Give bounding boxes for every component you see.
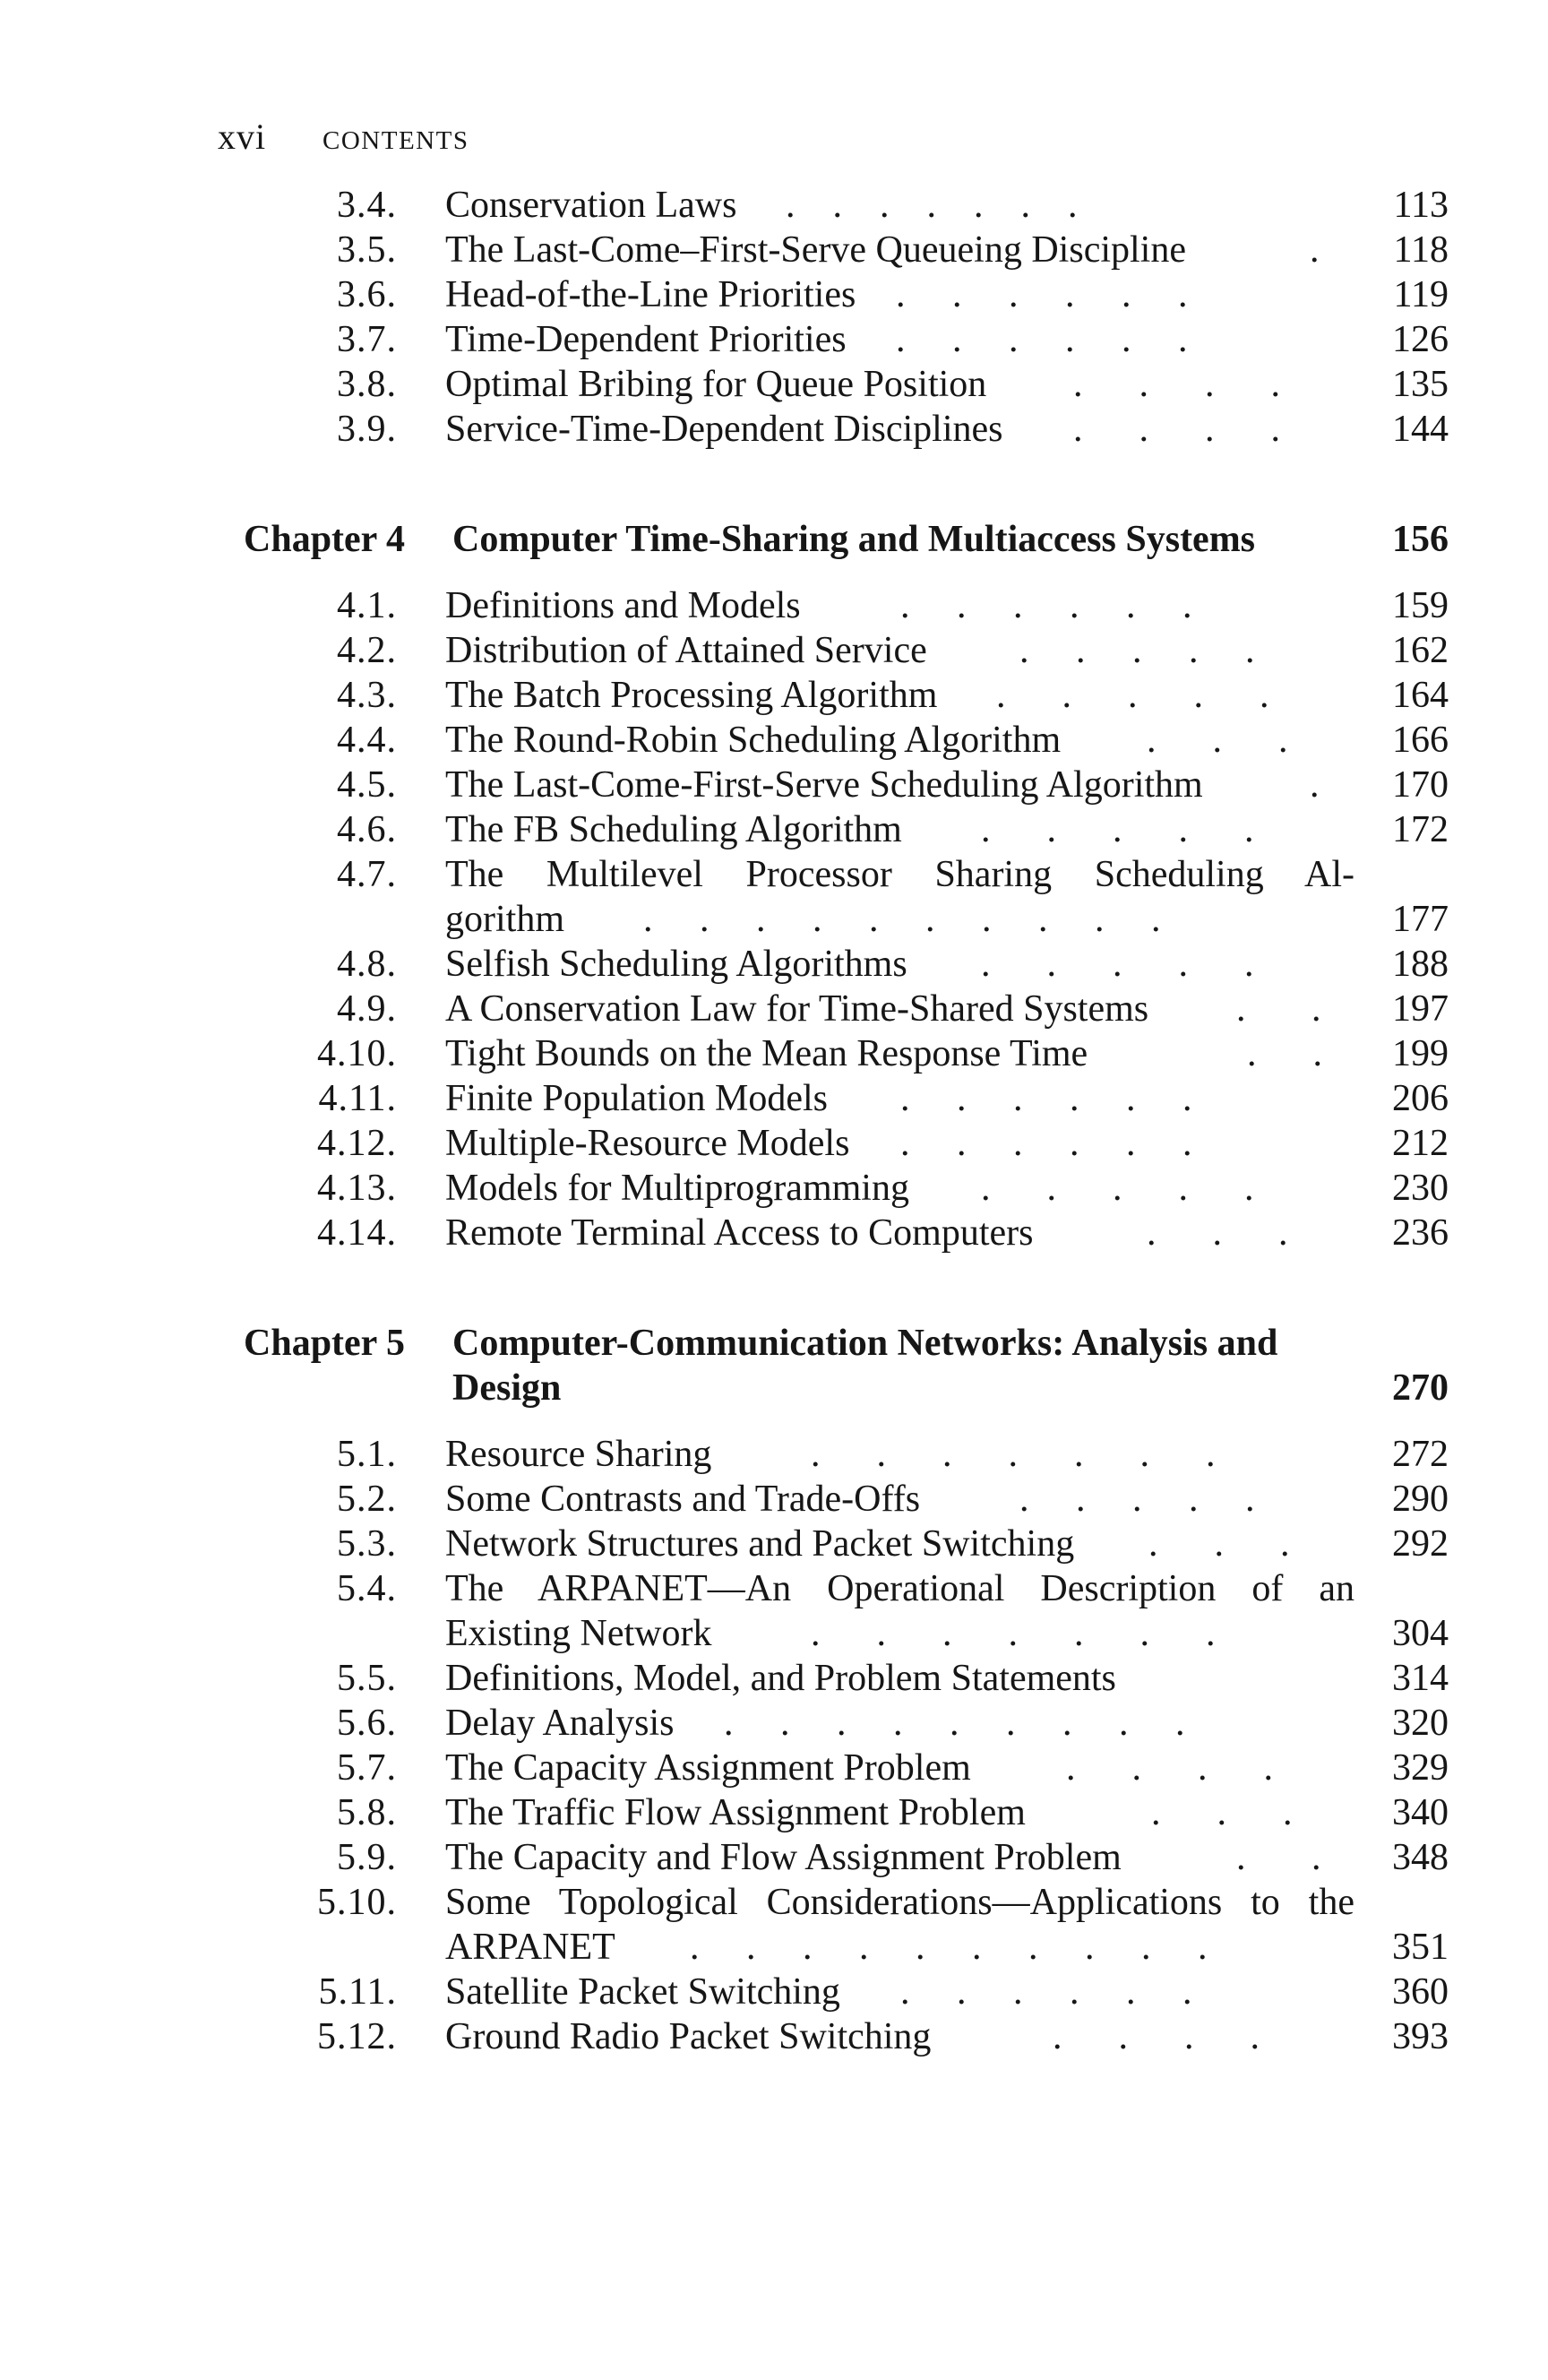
section-title: Ground Radio Packet Switching xyxy=(445,2016,932,2057)
section-title: Delay Analysis xyxy=(445,1703,675,1744)
dot-leader: . . . . . . xyxy=(900,1123,1192,1164)
section-title: The FB Scheduling Algorithm xyxy=(445,809,902,850)
section-number: 3.5. xyxy=(337,229,397,271)
chapter-heading xyxy=(0,517,1548,562)
chapter-title: Computer Time-Sharing and Multiaccess Systems xyxy=(452,519,1256,560)
section-number: 4.8. xyxy=(337,944,397,985)
dot-leader: . . . . . . xyxy=(900,1078,1192,1119)
toc-entry xyxy=(0,628,1548,673)
section-number: 4.4. xyxy=(337,720,397,761)
running-title: CONTENTS xyxy=(322,126,469,155)
toc-entry xyxy=(0,1031,1548,1076)
section-number: 5.9. xyxy=(337,1837,397,1878)
dot-leader: . . . . . . xyxy=(896,274,1188,315)
section-number: 5.8. xyxy=(337,1792,397,1833)
running-head xyxy=(218,115,469,163)
toc-entry xyxy=(0,317,1548,362)
dot-leader: . . . . xyxy=(1073,409,1280,450)
section-title: Finite Population Models xyxy=(445,1078,829,1119)
dot-leader: . . . . . xyxy=(1019,630,1255,671)
toc-entry xyxy=(0,228,1548,272)
dot-leader: . . . . . . . xyxy=(786,185,1078,226)
section-number: 4.11. xyxy=(318,1078,397,1119)
page-number: 304 xyxy=(1392,1613,1449,1654)
chapter-heading xyxy=(0,1321,1548,1410)
toc-entry xyxy=(0,1701,1548,1746)
page-number: 118 xyxy=(1393,229,1449,271)
dot-leader: . . . xyxy=(1148,1523,1290,1565)
section-title-line-2: Existing Network xyxy=(445,1613,712,1654)
section-title-line-1: Some Topological Considerations—Applications to the xyxy=(445,1882,1354,1923)
page-number: 172 xyxy=(1392,809,1449,850)
toc-entry xyxy=(0,1211,1548,1255)
section-title: Satellite Packet Switching xyxy=(445,1971,840,2013)
page-number: 199 xyxy=(1392,1033,1449,1074)
toc-entry xyxy=(0,1432,1548,1477)
section-number: 5.5. xyxy=(337,1658,397,1699)
page-number: 348 xyxy=(1392,1837,1449,1878)
section-title-line-1: The Multilevel Processor Sharing Scheduling Al- xyxy=(445,854,1354,895)
section-number: 3.4. xyxy=(337,185,397,226)
page-number: 113 xyxy=(1393,185,1449,226)
section-number: 3.8. xyxy=(337,364,397,405)
section-title: Resource Sharing xyxy=(445,1434,712,1475)
toc-entry xyxy=(0,1970,1548,2014)
dot-leader: . xyxy=(1310,764,1320,806)
dot-leader: . . . . . xyxy=(981,1168,1254,1209)
chapter-title-line-2: Design xyxy=(452,1367,562,1409)
page-number: 212 xyxy=(1392,1123,1449,1164)
section-number: 4.12. xyxy=(317,1123,397,1164)
section-number: 4.3. xyxy=(337,675,397,716)
toc-entry xyxy=(0,987,1548,1031)
section-number: 5.6. xyxy=(337,1703,397,1744)
toc-entry xyxy=(0,852,1548,942)
section-number: 4.13. xyxy=(317,1168,397,1209)
section-title: Service-Time-Dependent Disciplines xyxy=(445,409,1003,450)
section-number: 4.10. xyxy=(317,1033,397,1074)
toc-entry xyxy=(0,1656,1548,1701)
section-title: The Capacity and Flow Assignment Problem xyxy=(445,1837,1122,1878)
section-title: Conservation Laws xyxy=(445,185,737,226)
dot-leader: . . . . . . . . . . xyxy=(643,899,1161,940)
section-number: 5.1. xyxy=(337,1434,397,1475)
section-title-line-2: gorithm xyxy=(445,899,564,940)
dot-leader: . . . . xyxy=(1073,364,1280,405)
chapter-title-line-1: Computer-Communication Networks: Analysis and xyxy=(452,1323,1278,1364)
toc-entry xyxy=(0,1880,1548,1970)
section-title: Models for Multiprogramming xyxy=(445,1168,909,1209)
section-title: Tight Bounds on the Mean Response Time xyxy=(445,1033,1088,1074)
page-number: 320 xyxy=(1392,1703,1449,1744)
section-title: Selfish Scheduling Algorithms xyxy=(445,944,907,985)
chapter-5-sections xyxy=(0,1432,1548,2059)
section-title: The Last-Come-First-Serve Scheduling Algorithm xyxy=(445,764,1203,806)
section-title: The Capacity Assignment Problem xyxy=(445,1747,971,1789)
section-number: 5.4. xyxy=(337,1568,397,1609)
section-number: 5.2. xyxy=(337,1479,397,1520)
page-number: 314 xyxy=(1392,1658,1449,1699)
section-title: The Batch Processing Algorithm xyxy=(445,675,938,716)
toc-entry xyxy=(0,1566,1548,1656)
page-number: 164 xyxy=(1392,675,1449,716)
section-number: 3.7. xyxy=(337,319,397,360)
dot-leader: . . . . . . . . . xyxy=(724,1703,1185,1744)
section-number: 5.10. xyxy=(317,1882,397,1923)
section-title: The Round-Robin Scheduling Algorithm xyxy=(445,720,1062,761)
section-title: Distribution of Attained Service xyxy=(445,630,927,671)
page-number: 135 xyxy=(1392,364,1449,405)
section-number: 4.6. xyxy=(337,809,397,850)
chapter-page-number: 270 xyxy=(1392,1367,1449,1409)
page-number: 329 xyxy=(1392,1747,1449,1789)
section-title: Head-of-the-Line Priorities xyxy=(445,274,856,315)
page-number: 290 xyxy=(1392,1479,1449,1520)
section-number: 3.9. xyxy=(337,409,397,450)
toc-entry xyxy=(0,1746,1548,1790)
section-number: 5.12. xyxy=(317,2016,397,2057)
toc-entry xyxy=(0,718,1548,763)
toc-entry xyxy=(0,1076,1548,1121)
toc-entry xyxy=(0,1121,1548,1166)
section-title-line-1: The ARPANET—An Operational Description of an xyxy=(445,1568,1354,1609)
toc-entry xyxy=(0,763,1548,807)
page-number: 272 xyxy=(1392,1434,1449,1475)
toc-entry xyxy=(0,942,1548,987)
page-number: 162 xyxy=(1392,630,1449,671)
toc-entry xyxy=(0,1166,1548,1211)
toc-entry xyxy=(0,362,1548,407)
dot-leader: . . . . . . xyxy=(900,1971,1192,2013)
dot-leader: . . . . . xyxy=(981,809,1254,850)
chapter-4-sections xyxy=(0,583,1548,1255)
dot-leader: . . . xyxy=(1147,1212,1288,1254)
toc-entry xyxy=(0,1477,1548,1522)
dot-leader: . . xyxy=(1236,988,1321,1030)
table-of-contents xyxy=(0,183,1548,2059)
section-title: The Traffic Flow Assignment Problem xyxy=(445,1792,1026,1833)
section-title: Remote Terminal Access to Computers xyxy=(445,1212,1034,1254)
section-title-line-2: ARPANET xyxy=(445,1927,615,1968)
toc-entry xyxy=(0,673,1548,718)
toc-entry xyxy=(0,183,1548,228)
section-title: Time-Dependent Priorities xyxy=(445,319,847,360)
page-number: 144 xyxy=(1392,409,1449,450)
section-number: 3.6. xyxy=(337,274,397,315)
page-number: 119 xyxy=(1393,274,1449,315)
page-number: 188 xyxy=(1392,944,1449,985)
section-title: Network Structures and Packet Switching xyxy=(445,1523,1075,1565)
section-number: 5.7. xyxy=(337,1747,397,1789)
dot-leader: . . . . . . . xyxy=(811,1613,1216,1654)
toc-entry xyxy=(0,1522,1548,1566)
chapter-label: Chapter 4 xyxy=(244,519,406,560)
chapter-3-sections xyxy=(0,183,1548,452)
section-title: Definitions and Models xyxy=(445,585,801,626)
page-number: 197 xyxy=(1392,988,1449,1030)
page-number: 170 xyxy=(1392,764,1449,806)
toc-entry xyxy=(0,2014,1548,2059)
dot-leader: . . . . . . . xyxy=(811,1434,1216,1475)
page-number: 292 xyxy=(1392,1523,1449,1565)
section-number: 4.5. xyxy=(337,764,397,806)
section-title: Definitions, Model, and Problem Statements xyxy=(445,1658,1116,1699)
section-number: 4.9. xyxy=(337,988,397,1030)
dot-leader: . . . . . xyxy=(1019,1479,1255,1520)
section-number: 5.11. xyxy=(318,1971,397,2013)
dot-leader: . . . . . . . . . . xyxy=(690,1927,1208,1968)
toc-entry xyxy=(0,272,1548,317)
dot-leader: . xyxy=(1310,229,1320,271)
section-number: 4.2. xyxy=(337,630,397,671)
dot-leader: . . . . xyxy=(1066,1747,1273,1789)
section-number: 4.7. xyxy=(337,854,397,895)
dot-leader: . . xyxy=(1247,1033,1322,1074)
page-number: 159 xyxy=(1392,585,1449,626)
dot-leader: . . . . . xyxy=(981,944,1254,985)
section-title: Optimal Bribing for Queue Position xyxy=(445,364,987,405)
section-title: Some Contrasts and Trade-Offs xyxy=(445,1479,921,1520)
chapter-label: Chapter 5 xyxy=(244,1323,406,1364)
page-number: 340 xyxy=(1392,1792,1449,1833)
chapter-page-number: 156 xyxy=(1392,519,1449,560)
section-number: 4.1. xyxy=(337,585,397,626)
page-number: 351 xyxy=(1392,1927,1449,1968)
page-number: 177 xyxy=(1392,899,1449,940)
section-title: A Conservation Law for Time-Shared Systems xyxy=(445,988,1149,1030)
dot-leader: . . xyxy=(1236,1837,1321,1878)
toc-entry xyxy=(0,1790,1548,1835)
page-number: 206 xyxy=(1392,1078,1449,1119)
dot-leader: . . . . . . xyxy=(896,319,1188,360)
page-number: 236 xyxy=(1392,1212,1449,1254)
toc-entry xyxy=(0,807,1548,852)
section-title: The Last-Come–First-Serve Queueing Discipline xyxy=(445,229,1186,271)
page-number: 360 xyxy=(1392,1971,1449,2013)
page-number: 393 xyxy=(1392,2016,1449,2057)
section-number: 5.3. xyxy=(337,1523,397,1565)
section-number: 4.14. xyxy=(317,1212,397,1254)
dot-leader: . . . . xyxy=(1053,2016,1260,2057)
page-number: 166 xyxy=(1392,720,1449,761)
toc-entry xyxy=(0,407,1548,452)
dot-leader: . . . . . . xyxy=(900,585,1192,626)
dot-leader: . . . xyxy=(1151,1792,1293,1833)
dot-leader: . . . xyxy=(1147,720,1288,761)
dot-leader: . . . . . xyxy=(996,675,1269,716)
page-number: 126 xyxy=(1392,319,1449,360)
section-title: Multiple-Resource Models xyxy=(445,1123,850,1164)
toc-entry xyxy=(0,583,1548,628)
toc-entry xyxy=(0,1835,1548,1880)
page-folio: xvi xyxy=(218,116,267,157)
page-number: 230 xyxy=(1392,1168,1449,1209)
